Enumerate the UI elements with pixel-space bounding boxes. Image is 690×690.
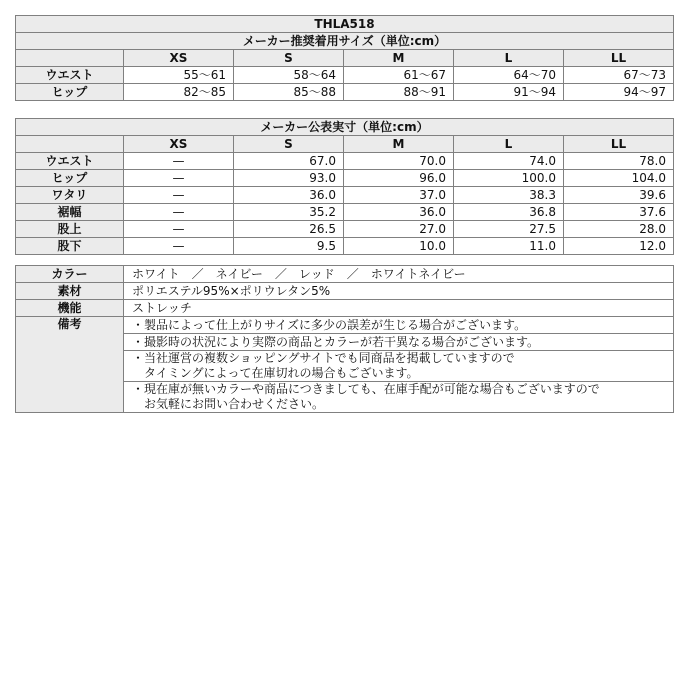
table-cell: 27.0 bbox=[344, 221, 454, 238]
row-label-hem-width: 裾幅 bbox=[16, 204, 124, 221]
note-item bbox=[124, 351, 674, 382]
table-cell: — bbox=[124, 153, 234, 170]
table-cell: — bbox=[124, 170, 234, 187]
row-label-waist: ウエスト bbox=[16, 153, 124, 170]
table-row bbox=[16, 187, 674, 204]
table-cell: 26.5 bbox=[234, 221, 344, 238]
row-label-thigh: ワタリ bbox=[16, 187, 124, 204]
table-cell: 70.0 bbox=[344, 153, 454, 170]
size-header-s: S bbox=[234, 50, 344, 67]
table-row bbox=[16, 67, 674, 84]
size-header-ll: LL bbox=[564, 136, 674, 153]
table-cell: 39.6 bbox=[564, 187, 674, 204]
table-cell: 100.0 bbox=[454, 170, 564, 187]
table-cell: 67.0 bbox=[234, 153, 344, 170]
spec-label-notes: 備考 bbox=[16, 317, 124, 413]
spec-row-function bbox=[16, 300, 674, 317]
table-cell: 58〜64 bbox=[234, 67, 344, 84]
row-label-waist: ウエスト bbox=[16, 67, 124, 84]
table-cell: 104.0 bbox=[564, 170, 674, 187]
table-cell: — bbox=[124, 187, 234, 204]
table-cell: 64〜70 bbox=[454, 67, 564, 84]
product-code: THLA518 bbox=[16, 16, 674, 33]
spec-label-material: 素材 bbox=[16, 283, 124, 300]
spec-value-material: ポリエステル95%×ポリウレタン5% bbox=[124, 283, 674, 300]
note-line: お気軽にお問い合わせください。 bbox=[132, 397, 325, 411]
row-label-inseam: 股下 bbox=[16, 238, 124, 255]
size-header-l: L bbox=[454, 50, 564, 67]
table-cell: 93.0 bbox=[234, 170, 344, 187]
size-header-ll: LL bbox=[564, 50, 674, 67]
note-line: ・製品によって仕上がりサイズに多少の誤差が生じる場合がございます。 bbox=[132, 317, 527, 332]
table-cell: 37.0 bbox=[344, 187, 454, 204]
table-cell: 85〜88 bbox=[234, 84, 344, 101]
spec-row-material bbox=[16, 283, 674, 300]
table-row bbox=[16, 221, 674, 238]
table-cell: 36.8 bbox=[454, 204, 564, 221]
table-row bbox=[16, 238, 674, 255]
spec-label-function: 機能 bbox=[16, 300, 124, 317]
measured-size-title: メーカー公表実寸（単位:cm） bbox=[16, 119, 674, 136]
table-cell: 91〜94 bbox=[454, 84, 564, 101]
row-label-hip: ヒップ bbox=[16, 170, 124, 187]
spec-row-note bbox=[16, 317, 674, 334]
size-header-xs: XS bbox=[124, 136, 234, 153]
table-cell: 88〜91 bbox=[344, 84, 454, 101]
table-cell: 28.0 bbox=[564, 221, 674, 238]
note-line: タイミングによって在庫切れの場合もございます。 bbox=[132, 366, 419, 380]
note-item bbox=[124, 317, 674, 334]
note-line: ・当社運営の複数ショッピングサイトでも同商品を掲載していますので bbox=[132, 351, 515, 365]
measured-size-table bbox=[15, 118, 674, 255]
spec-label-color: カラー bbox=[16, 266, 124, 283]
spec-value-function: ストレッチ bbox=[124, 300, 674, 317]
spec-row-color bbox=[16, 266, 674, 283]
table-cell: 67〜73 bbox=[564, 67, 674, 84]
table-cell: 74.0 bbox=[454, 153, 564, 170]
corner-cell bbox=[16, 136, 124, 153]
recommended-size-table bbox=[15, 15, 674, 101]
table-cell: — bbox=[124, 238, 234, 255]
size-header-s: S bbox=[234, 136, 344, 153]
table-cell: 9.5 bbox=[234, 238, 344, 255]
size-header-m: M bbox=[344, 136, 454, 153]
table-cell: 27.5 bbox=[454, 221, 564, 238]
table-cell: 78.0 bbox=[564, 153, 674, 170]
spec-value-color: ホワイト ／ ネイビー ／ レッド ／ ホワイトネイビー bbox=[124, 266, 674, 283]
size-header-m: M bbox=[344, 50, 454, 67]
note-item bbox=[124, 334, 674, 351]
table-cell: 96.0 bbox=[344, 170, 454, 187]
table-cell: — bbox=[124, 204, 234, 221]
recommended-size-title: メーカー推奨着用サイズ（単位:cm） bbox=[16, 33, 674, 50]
row-label-rise: 股上 bbox=[16, 221, 124, 238]
table-cell: 61〜67 bbox=[344, 67, 454, 84]
note-line: ・現在庫が無いカラーや商品につきましても、在庫手配が可能な場合もございますので bbox=[132, 382, 600, 396]
table-cell: 36.0 bbox=[234, 187, 344, 204]
table-cell: 82〜85 bbox=[124, 84, 234, 101]
table-cell: 94〜97 bbox=[564, 84, 674, 101]
note-item bbox=[124, 382, 674, 413]
size-header-row bbox=[16, 50, 674, 67]
size-header-xs: XS bbox=[124, 50, 234, 67]
table-cell: 12.0 bbox=[564, 238, 674, 255]
table-cell: — bbox=[124, 221, 234, 238]
size-header-l: L bbox=[454, 136, 564, 153]
row-label-hip: ヒップ bbox=[16, 84, 124, 101]
table-row bbox=[16, 153, 674, 170]
table-cell: 38.3 bbox=[454, 187, 564, 204]
table-row bbox=[16, 84, 674, 101]
table-row bbox=[16, 170, 674, 187]
corner-cell bbox=[16, 50, 124, 67]
table-cell: 35.2 bbox=[234, 204, 344, 221]
size-header-row bbox=[16, 136, 674, 153]
table-cell: 37.6 bbox=[564, 204, 674, 221]
table-cell: 11.0 bbox=[454, 238, 564, 255]
table-cell: 55〜61 bbox=[124, 67, 234, 84]
table-cell: 10.0 bbox=[344, 238, 454, 255]
note-line: ・撮影時の状況により実際の商品とカラーが若干異なる場合がございます。 bbox=[132, 334, 540, 349]
table-cell: 36.0 bbox=[344, 204, 454, 221]
table-row bbox=[16, 204, 674, 221]
product-spec-table bbox=[15, 265, 674, 413]
